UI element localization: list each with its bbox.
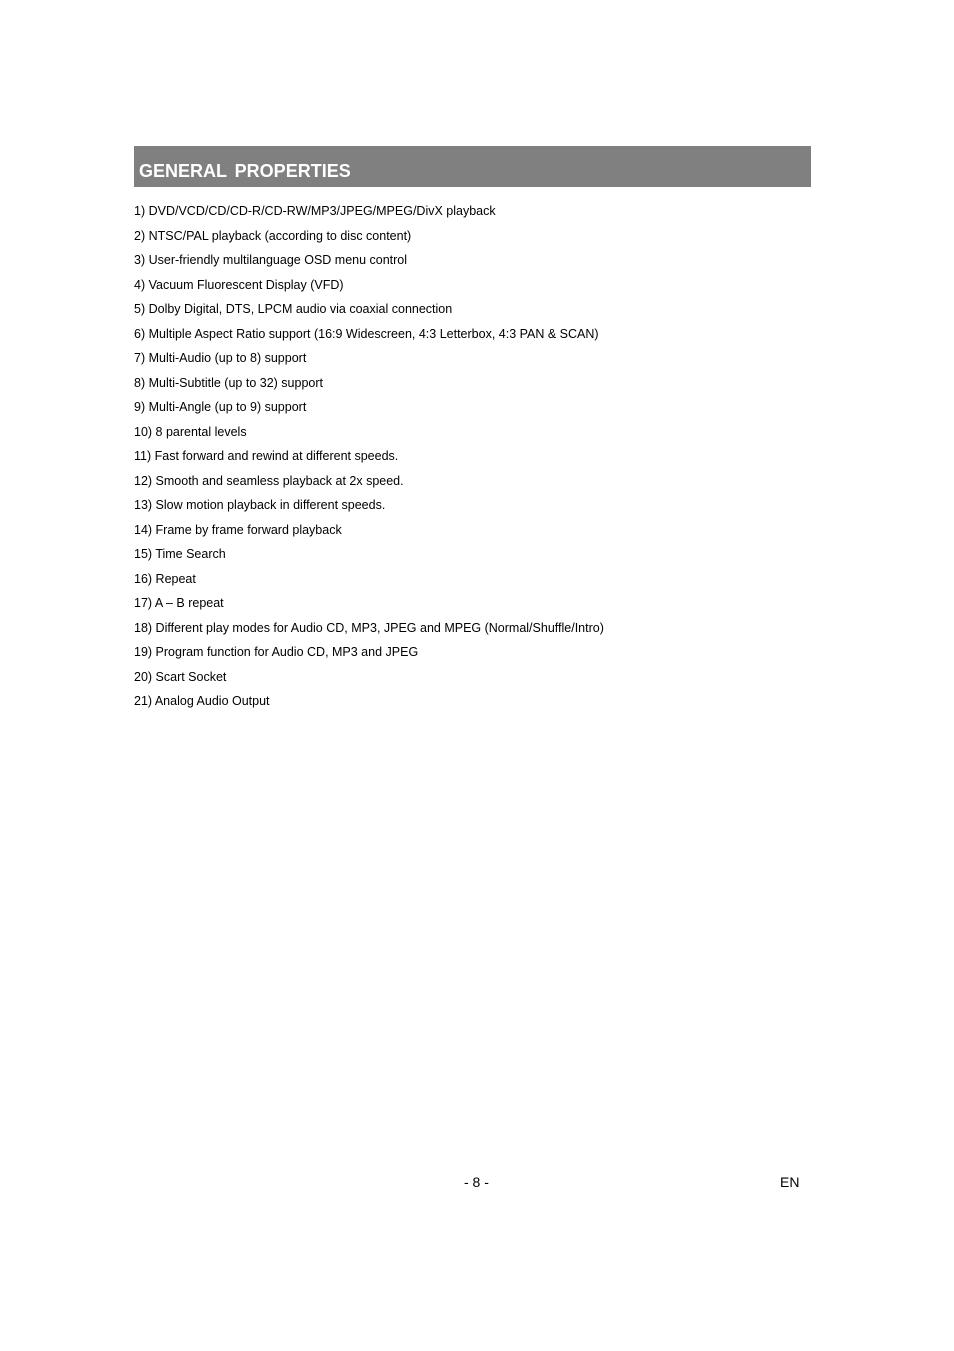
- feature-item: 7) Multi-Audio (up to 8) support: [134, 351, 307, 365]
- feature-item: 16) Repeat: [134, 571, 196, 586]
- feature-item: 19) Program function for Audio CD, MP3 and JPEG: [134, 645, 419, 659]
- feature-item: 20) Scart Socket: [134, 669, 227, 684]
- feature-item: 21) Analog Audio Output: [134, 694, 270, 708]
- feature-item: 4) Vacuum Fluorescent Display (VFD): [134, 277, 344, 292]
- feature-item: 6) Multiple Aspect Ratio support (16:9 Widescreen, 4:3 Letterbox, 4:3 PAN & SCAN): [134, 326, 599, 341]
- language-code: EN: [780, 1174, 800, 1190]
- page-number: - 8 -: [464, 1174, 489, 1190]
- feature-item: 10) 8 parental levels: [134, 424, 247, 439]
- section-title: GENERAL PROPERTIES: [139, 161, 351, 181]
- feature-item: 11) Fast forward and rewind at different speeds.: [134, 449, 399, 463]
- feature-item: 5) Dolby Digital, DTS, LPCM audio via coaxial connection: [134, 302, 453, 316]
- feature-item: 2) NTSC/PAL playback (according to disc content): [134, 228, 412, 243]
- feature-item: 3) User-friendly multilanguage OSD menu control: [134, 253, 408, 267]
- section-header-bar: [134, 146, 811, 187]
- feature-item: 14) Frame by frame forward playback: [134, 522, 342, 537]
- feature-item: 18) Different play modes for Audio CD, MP3, JPEG and MPEG (Normal/Shuffle/Intro): [134, 620, 604, 635]
- feature-item: 8) Multi-Subtitle (up to 32) support: [134, 375, 323, 390]
- feature-item: 15) Time Search: [134, 547, 226, 561]
- feature-list: [134, 202, 604, 717]
- feature-item: 9) Multi-Angle (up to 9) support: [134, 400, 307, 414]
- feature-item: 1) DVD/VCD/CD/CD-R/CD-RW/MP3/JPEG/MPEG/DivX playback: [134, 204, 496, 218]
- feature-item: 12) Smooth and seamless playback at 2x speed.: [134, 473, 404, 488]
- feature-item: 17) A – B repeat: [134, 596, 224, 610]
- feature-item: 13) Slow motion playback in different speeds.: [134, 498, 386, 512]
